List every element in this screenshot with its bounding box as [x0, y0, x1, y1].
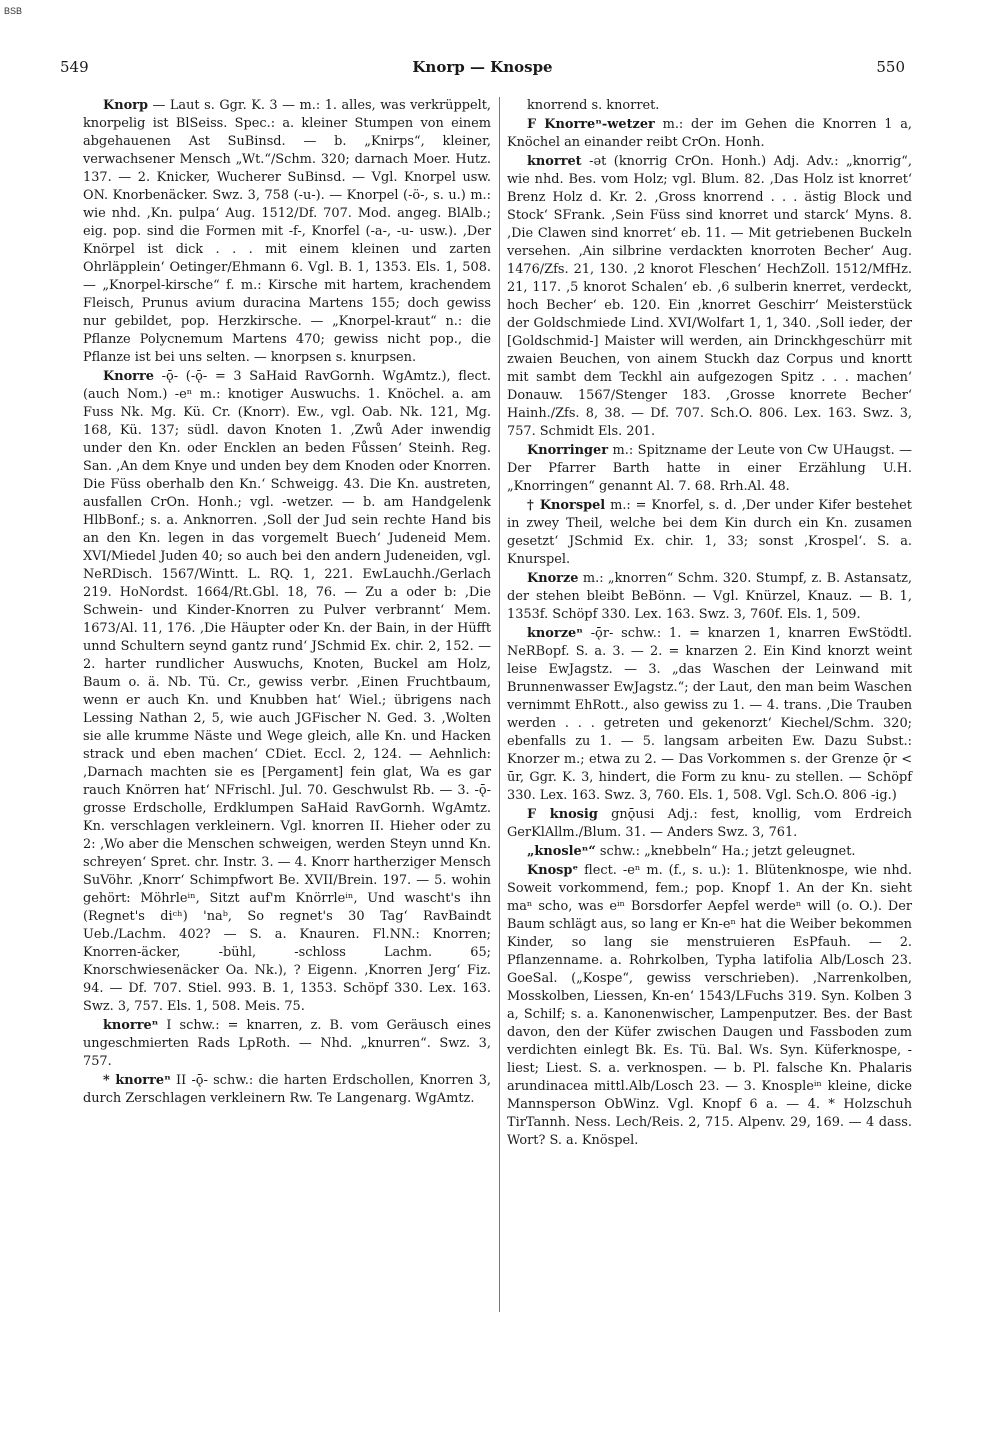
lemma-knorret: knorret: [527, 154, 582, 169]
lemma-knorzen: knorzeⁿ: [527, 626, 583, 641]
page-number-left: 549: [60, 58, 89, 76]
running-title: Knorp — Knospe: [412, 58, 553, 76]
entry-text-knospe: flect. -eⁿ m. (f., s. u.): 1. Blütenknospe, wie nhd. Soweit vorkommend, fem.; pop. Knopf 1. An der Kn. sieht maⁿ scho, was eⁱⁿ Borsdorfer Aepfel werdeⁿ will (o. O.). Der Baum schlägt aus, so lang er Kn-eⁿ hat die Weiber bekommen Kinder, so lang sie menstruieren EsPfauh. — 2. Pflanzenname. a. Rohrkolben, Typha latifolia Alb/Losch 23. GoeSal. („Kospe“, gewiss verschrieben). ‚Narrenkolben, Mosskolben, Liessen, Kn-en‘ 1543/LFuchs 319. Syn. Kolben 3 a, Schilf; s. a. Kanonenwischer, Lampenputzer. Bes. der Bast davon, den der Küfer zwischen Daugen und Fassboden zum verdichten einlegt Bk. Es. Tü. Bal. Ws. Syn. Küferknospe, -liest; Liest. S. a. verknospen. — b. Pl. falsche Kn. Phalaris arundinacea mittl.Alb/Losch 23. — 3. Knospleⁱⁿ kleine, dicke Mannsperson ObWinz. Vgl. Knopf 6 a. — 4. * Holzschuh TirTannh. Ness. Lech/Reis. 2, 715. Alpenv. 29, 169. — 4 dass. Wort? S. a. Knöspel.: [507, 863, 912, 1148]
entry-text-knorren-1: I schw.: = knarren, z. B. vom Geräusch eines ungeschmierten Rads LpRoth. — Nhd. „knurren“. Swz. 3, 757.: [83, 1018, 491, 1069]
entry-knorze: [507, 570, 912, 624]
lemma-knospe: Knospᵉ: [527, 863, 579, 878]
lemma-knorringer: Knorringer: [527, 443, 609, 458]
page-number-right: 550: [876, 58, 905, 76]
entry-text-knorspel: m.: = Knorfel, s. d. ‚Der under Kifer bestehet in zwey Theil, welche bei dem Kin durch ein Kn. zusamen gesetzt‘ JSchmid Ex. chir. 1, 33; sonst ‚Krospel‘. S. a. Knurspel.: [507, 498, 912, 567]
entry-text-knorre: -ǭ- (-ǭ- = 3 SaHaid RavGornh. WgAmtz.), flect. (auch Nom.) -eⁿ m.: knotiger Auswuchs. 1. Knöchel. a. am Fuss Nk. Mg. Kü. Cr. (Knorr). Ew., vgl. Oab. Nk. 121, Mg. 168, Kü. 137; südl. davon Knoten 1. ‚Zwů Ader inwendig under den Kn. oder Encklen an beden Fůssen‘ Steinh. Reg. San. ‚An dem Knye und unden bey dem Knoden oder Knorren. Die Füss oberhalb den Kn.‘ Schweigg. 43. Die Kn. austreten, ausfallen CrOn. Honh.; vgl. -wetzer. — b. am Handgelenk HlbBonf.; s. a. Anknorren. ‚Soll der Jud sein rechte Hand bis an den Kn. legen in das vorgemelt Buech‘ Judeneid Mem. XVI/Miedel Juden 40; so auch bei den andern Judeneiden, vgl. NeRDisch. 1567/Wintt. L. RQ. 1, 221. EwLauchh./Gerlach 219. HoNordst. 1664/Rt.Gbl. 18, 76. — Zu a oder b: ‚Die Schwein- und Kinder-Knorren zu Pulver verbrannt‘ Mem. 1673/Al. 11, 176. ‚Die Häupter oder Kn. der Bain, in der Hüfft unnd Schultern seynd gantz rund‘ JSchmid Ex. chir. 2, 152. — 2. harter rundlicher Auswuchs, Knoten, Buckel am Holz, Baum o. ä. Nb. Tü. Cr., gewiss verbr. ‚Einen Fruchtbaum, wenn er auch Kn. und Knubben hat‘ Wiel.; übrigens nach Lessing Nathan 2, 5, wie auch JGFischer N. Ged. 3. ‚Wolten sie alle krumme Näste und Wege gleich, alle Kn. und Hacken strack und eben machen‘ CDiet. Eccl. 2, 124. — Aehnlich: ‚Darnach machten sie es [Pergament] fein glat, Wa es gar rauch Knörren hat‘ NFrischl. Jul. 70. Geschwulst Rb. — 3. -ǭ- grosse Erdscholle, Erdklumpen SaHaid RavGornh. WgAmtz. Kn. verschlagen verkleinern. Vgl. knorren II. Hieher oder zu 2: ‚Wo aber die Menschen schweigen, werden Steyn unnd Kn. schreyen‘ Spret. chr. Instr. 3. — 4. Knorr hartherziger Mensch SuVöhr. ‚Knorr‘ Schimpfwort Be. XVII/Brein. 197. — 5. wohin gehört: Möhrleⁱⁿ, Sitzt auf'm Knörrleⁱⁿ, Und wascht's ihn (Regnet's diᶜʰ) 'naᵇ, So regnet's 30 Tag‘ RavBaindt Ueb./Lachm. 402? — S. a. Knauren. Fl.NN.: Knorren; Knorren-äcker, -bühl, -schloss Lachm. 65; Knorschwiesenäcker Oa. Nk.), ? Eigenn. ‚Knorren Jerg‘ Fiz. 94. — Df. 707. Stiel. 993. B. 1, 1353. Schöpf 330. Lex. 163. Swz. 3, 757. Els. 1, 508. Meis. 75.: [83, 369, 491, 1014]
entry-knorspel: [507, 497, 912, 569]
lemma-knorp: Knorp: [103, 98, 148, 113]
entry-knorret: [507, 153, 912, 441]
entry-knorzen: [507, 625, 912, 805]
entry-text-knorzen: -ǭr- schw.: 1. = knarzen 1, knarren EwStödtl. NeRBopf. S. a. 3. — 2. = knarzen 2. Ein Kind knorzt weint leise EwJagstz. — 3. „das Waschen der Leinwand mit Brunnenwasser EwJagstz.“; der Laut, den man beim Waschen vernimmt EhRott., also gewiss zu 1. — 4. trans. ‚Die Trauben werden . . . getreten und gekenorzt‘ Kiechel/Schm. 320; ebenfalls zu 1. — 5. langsam arbeiten Ew. Dazu Subst.: Knorzer m.; etwa zu 2. — Das Vorkommen s. der Grenze ǭr < ūr, Ggr. K. 3, hindert, die Form zu knu- zu stellen. — Schöpf 330. Lex. 163. Swz. 3, 760. Els. 1, 508. Vgl. Sch.O. 806 -ig.): [507, 626, 912, 803]
entry-text-knorren-2: II -ǭ- schw.: die harten Erdschollen, Knorren 3, durch Zerschlagen verkleinern Rw. Te Langenarg. WgAmtz.: [83, 1073, 491, 1106]
entry-knorrend: [507, 97, 912, 115]
entry-knoslen: [507, 843, 912, 861]
lemma-knorrenwetzer: F Knorreⁿ-wetzer: [527, 117, 655, 132]
entry-knorre: [83, 368, 491, 1016]
lemma-knorre: Knorre: [103, 369, 154, 384]
entry-text-knorrend: knorrend s. knorret.: [527, 98, 660, 113]
lemma-knoslen: „knosleⁿ“: [527, 844, 596, 859]
lemma-knorspel: † Knorspel: [527, 498, 606, 513]
entry-text-knorze: m.: „knorren“ Schm. 320. Stumpf, z. B. Astansatz, der stehen bleibt BeBönn. — Vgl. Knürzel, Knauz. — B. 1, 1353f. Schöpf 330. Lex. 163. Swz. 3, 760f. Els. 1, 509.: [507, 571, 912, 622]
entry-knorrenwetzer: [507, 116, 912, 152]
lemma-knosig: F knosig: [527, 807, 598, 822]
page-header: [60, 58, 905, 82]
entry-text-knorrenwetzer: m.: der im Gehen die Knorren 1 a, Knöchel an einander reibt CrOn. Honh.: [507, 117, 912, 150]
column-divider: [499, 97, 500, 1312]
entry-text-knorret: -ət (knorrig CrOn. Honh.) Adj. Adv.: „knorrig“, wie nhd. Bes. vom Holz; vgl. Blum. 82. ‚Das Holz ist knorret‘ Brenz Holz d. Kr. 2. ‚Gross knorrend . . . ästig Block und Stock‘ SFrank. ‚Sein Füss sind knorret und starck‘ Myns. 8. ‚Die Clawen sind knorret‘ eb. 11. — Mit getriebenen Buckeln versehen. ‚Ain silbrine verdackten knorroten Becher‘ Aug. 1476/Zfs. 21, 130. ‚2 knorot Fleschen‘ HechZoll. 1512/MfHz. 21, 117. ‚5 knorot Schalen‘ eb. ‚6 sulberin knerret, verdeckt, hoch Becher‘ eb. 120. Ein ‚knorret Geschirr‘ Meisterstück der Goldschmiede Lind. XVI/Wolfart 1, 1, 340. ‚Soll ieder, der [Goldschmid-] Maister will werden, ain Drinckhgeschürr mit zwaien Beuchen, von ainem Stuckh daz Corpus und knortt mit sambt dem Teckhl ain aufgezogen Spitz . . . machen‘ Donauw. 1567/Stenger 183. ‚Grosse knorrete Becher‘ Hainh./Zfs. 8, 38. — Df. 707. Sch.O. 806. Lex. 163. Swz. 3, 757. Schmidt Els. 201.: [507, 154, 912, 439]
entry-text-knorp: — Laut s. Ggr. K. 3 — m.: 1. alles, was verkrüppelt, knorpelig ist BlSeiss. Spec.: a. kleiner Stumpen von einem abgehauenen Ast SuBinsd. — b. „Knirps“, kleiner, verwachsener Mensch „Wt.“/Schm. 320; darnach Moer. Hutz. 137. — 2. Knicker, Wucherer SuBinsd. — Vgl. Knorpel usw. ON. Knorbenäcker. Swz. 3, 758 (-u-). — Knorpel (-ö-, s. u.) m.: wie nhd. ‚Kn. pulpa‘ Aug. 1512/Df. 707. Mod. angeg. BlAlb.; eig. pop. sind die Formen mit -f-, Knorfel (-a-, -u- usw.). ‚Der Knörpel ist dick . . . mit einem kleinen und zarten Ohrläpplein‘ Oetinger/Ehmann 6. Vgl. B. 1, 1353. Els. 1, 508. — „Knorpel-kirsche“ f. m.: Kirsche mit hartem, krachendem Fleisch, Prunus avium duracina Martens 155; doch gewiss nur gebildet, pop. Herzkirsche. — „Knorpel-kraut“ n.: die Pflanze Polycnemum Martens 470; gewiss nicht pop., die Pflanze ist bei uns selten. — knorpsen s. knurpsen.: [83, 98, 491, 365]
entry-knosig: [507, 806, 912, 842]
library-stamp: BSB: [4, 6, 23, 16]
entry-text-knoslen: schw.: „knebbeln“ Ha.; jetzt geleugnet.: [599, 844, 856, 859]
entry-knorringer: [507, 442, 912, 496]
entry-text-knorringer: m.: Spitzname der Leute von Cw UHaugst. — Der Pfarrer Barth hatte in einer Erzählung U.H. „Knorringen“ genannt Al. 7. 68. Rrh.Al. 48.: [507, 443, 912, 494]
lemma-knorren-2: * knorreⁿ: [103, 1073, 171, 1088]
entry-knorp: [83, 97, 491, 367]
entry-text-knosig: gnǭusi Adj.: fest, knollig, vom Erdreich GerKlAllm./Blum. 31. — Anders Swz. 3, 761.: [507, 807, 912, 840]
entry-knorren-2: [83, 1072, 491, 1108]
lemma-knorren-1: knorreⁿ: [103, 1018, 159, 1033]
entry-knospe: [507, 862, 912, 1150]
lemma-knorze: Knorze: [527, 571, 579, 586]
left-column: [83, 97, 491, 1109]
right-column: [507, 97, 912, 1151]
entry-knorren-1: [83, 1017, 491, 1071]
